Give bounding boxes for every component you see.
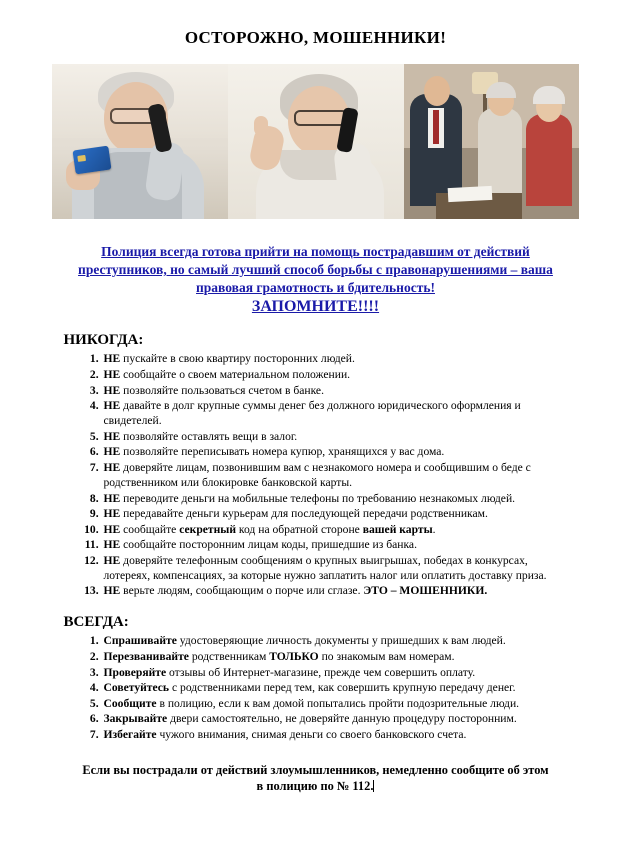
list-item-emphasis-end: ЭТО – МОШЕННИКИ. [363,584,488,598]
list-item-keyword: НЕ [103,399,121,413]
list-item: 12. НЕ доверяйте телефонным сообщениям о крупных выигрышах, победах в конкурсах, лотереях, компенсациях, за которые нужно заплатить налог или оплатить доставку приза. [102,553,576,583]
list-item: 3. НЕ позволяйте пользоваться счетом в банке. [102,383,576,398]
lead-paragraph: Полиция всегда готова прийти на помощь пострадавшим от действий преступников, но самый лучший способ борьбы с правонарушениями – ваша правовая грамотность и бдительность! [78,244,553,295]
list-item-keyword: НЕ [103,368,121,381]
list-item-keyword: НЕ [103,538,121,552]
list-item: 7. Избегайте чужого внимания, снимая деньги со своего банковского счета. [102,727,576,742]
list-item: 4. Советуйтесь с родственниками перед тем, как совершить крупную передачу денег. [102,680,576,695]
never-heading: НИКОГДА: [63,332,144,349]
remember-heading: ЗАПОМНИТЕ!!!! [251,298,380,316]
list-item-keyword: Сообщите [103,696,157,710]
list-item: 7. НЕ доверяйте лицам, позвонившим вам с незнакомого номера и сообщившим о беде с родственником или блокировке банковской карты. [102,460,576,490]
photo-elderly-woman-phone-thumb-up [228,64,404,219]
list-item-emphasis: ТОЛЬКО [269,650,319,663]
list-item-keyword: НЕ [103,383,121,397]
list-item-keyword: НЕ [103,445,121,459]
list-item: 3. Проверяйте отзывы об Интернет-магазине, прежде чем совершить оплату. [102,665,576,680]
list-item-keyword: НЕ [103,352,121,366]
footer-text: Если вы пострадали от действий злоумышленников, немедленно сообщите об этом в полицию по № 112. [82,762,549,794]
list-item: 6. Закрывайте двери самостоятельно, не доверяйте данную процедуру посторонним. [102,711,576,726]
list-item-emphasis: секретный [179,522,237,536]
list-item-keyword: НЕ [103,429,121,443]
text-caret [373,780,374,792]
list-item-keyword: НЕ [103,584,121,598]
list-item: 2. НЕ сообщайте о своем материальном положении. [102,367,576,382]
list-item-keyword: Перезванивайте [103,650,189,663]
list-item-keyword: Закрывайте [103,712,168,726]
list-item: 4. НЕ давайте в долг крупные суммы денег без должного юридического оформления и свидетелей. [102,398,576,428]
list-item: 1. Спрашивайте удостоверяющие личность документы у пришедших к вам людей. [102,633,576,648]
always-list [56,633,576,741]
never-list [56,351,576,598]
list-item-keyword: Избегайте [103,727,157,741]
list-item: 11. НЕ сообщайте посторонним лицам коды, пришедшие из банка. [102,537,576,552]
list-item: 10. НЕ сообщайте секретный код на обратной стороне вашей карты. [102,522,576,537]
photo-elderly-woman-phone-bank-card [52,64,228,219]
list-item-keyword: НЕ [103,553,121,567]
list-item: 13. НЕ верьте людям, сообщающим о порче или сглазе. ЭТО – МОШЕННИКИ. [102,583,576,598]
list-item-keyword: Проверяйте [103,665,167,679]
list-item-keyword: Спрашивайте [103,634,177,648]
photo-man-in-suit-with-elderly-couple [404,64,579,219]
photo-strip [52,64,579,219]
list-item: 6. НЕ позволяйте переписывать номера купюр, хранящихся у вас дома. [102,444,576,459]
list-item: 5. НЕ позволяйте оставлять вещи в залог. [102,429,576,444]
list-item-keyword: НЕ [103,491,121,505]
list-item-keyword: НЕ [103,507,121,521]
page-title: ОСТОРОЖНО, МОШЕННИКИ! [184,28,447,47]
list-item: 2. Перезванивайте родственникам ТОЛЬКО по знакомым вам номерам. [102,649,576,664]
list-item-keyword: Советуйтесь [103,681,170,695]
list-item: 9. НЕ передавайте деньги курьерам для последующей передачи родственникам. [102,506,576,521]
footer-note [81,762,551,795]
section-never [56,332,576,598]
list-item: 8. НЕ переводите деньги на мобильные телефоны по требованию незнакомых людей. [102,491,576,506]
flyer-page [0,28,631,851]
list-item-keyword: НЕ [103,522,121,536]
list-item-emphasis-end: вашей карты [362,522,433,536]
always-heading: ВСЕГДА: [63,614,129,631]
section-always [56,614,576,741]
list-item: 1. НЕ пускайте в свою квартиру посторонних людей. [102,351,576,366]
list-item-keyword: НЕ [103,460,121,474]
list-item: 5. Сообщите в полицию, если к вам домой попытались пройти подозрительные люди. [102,696,576,711]
